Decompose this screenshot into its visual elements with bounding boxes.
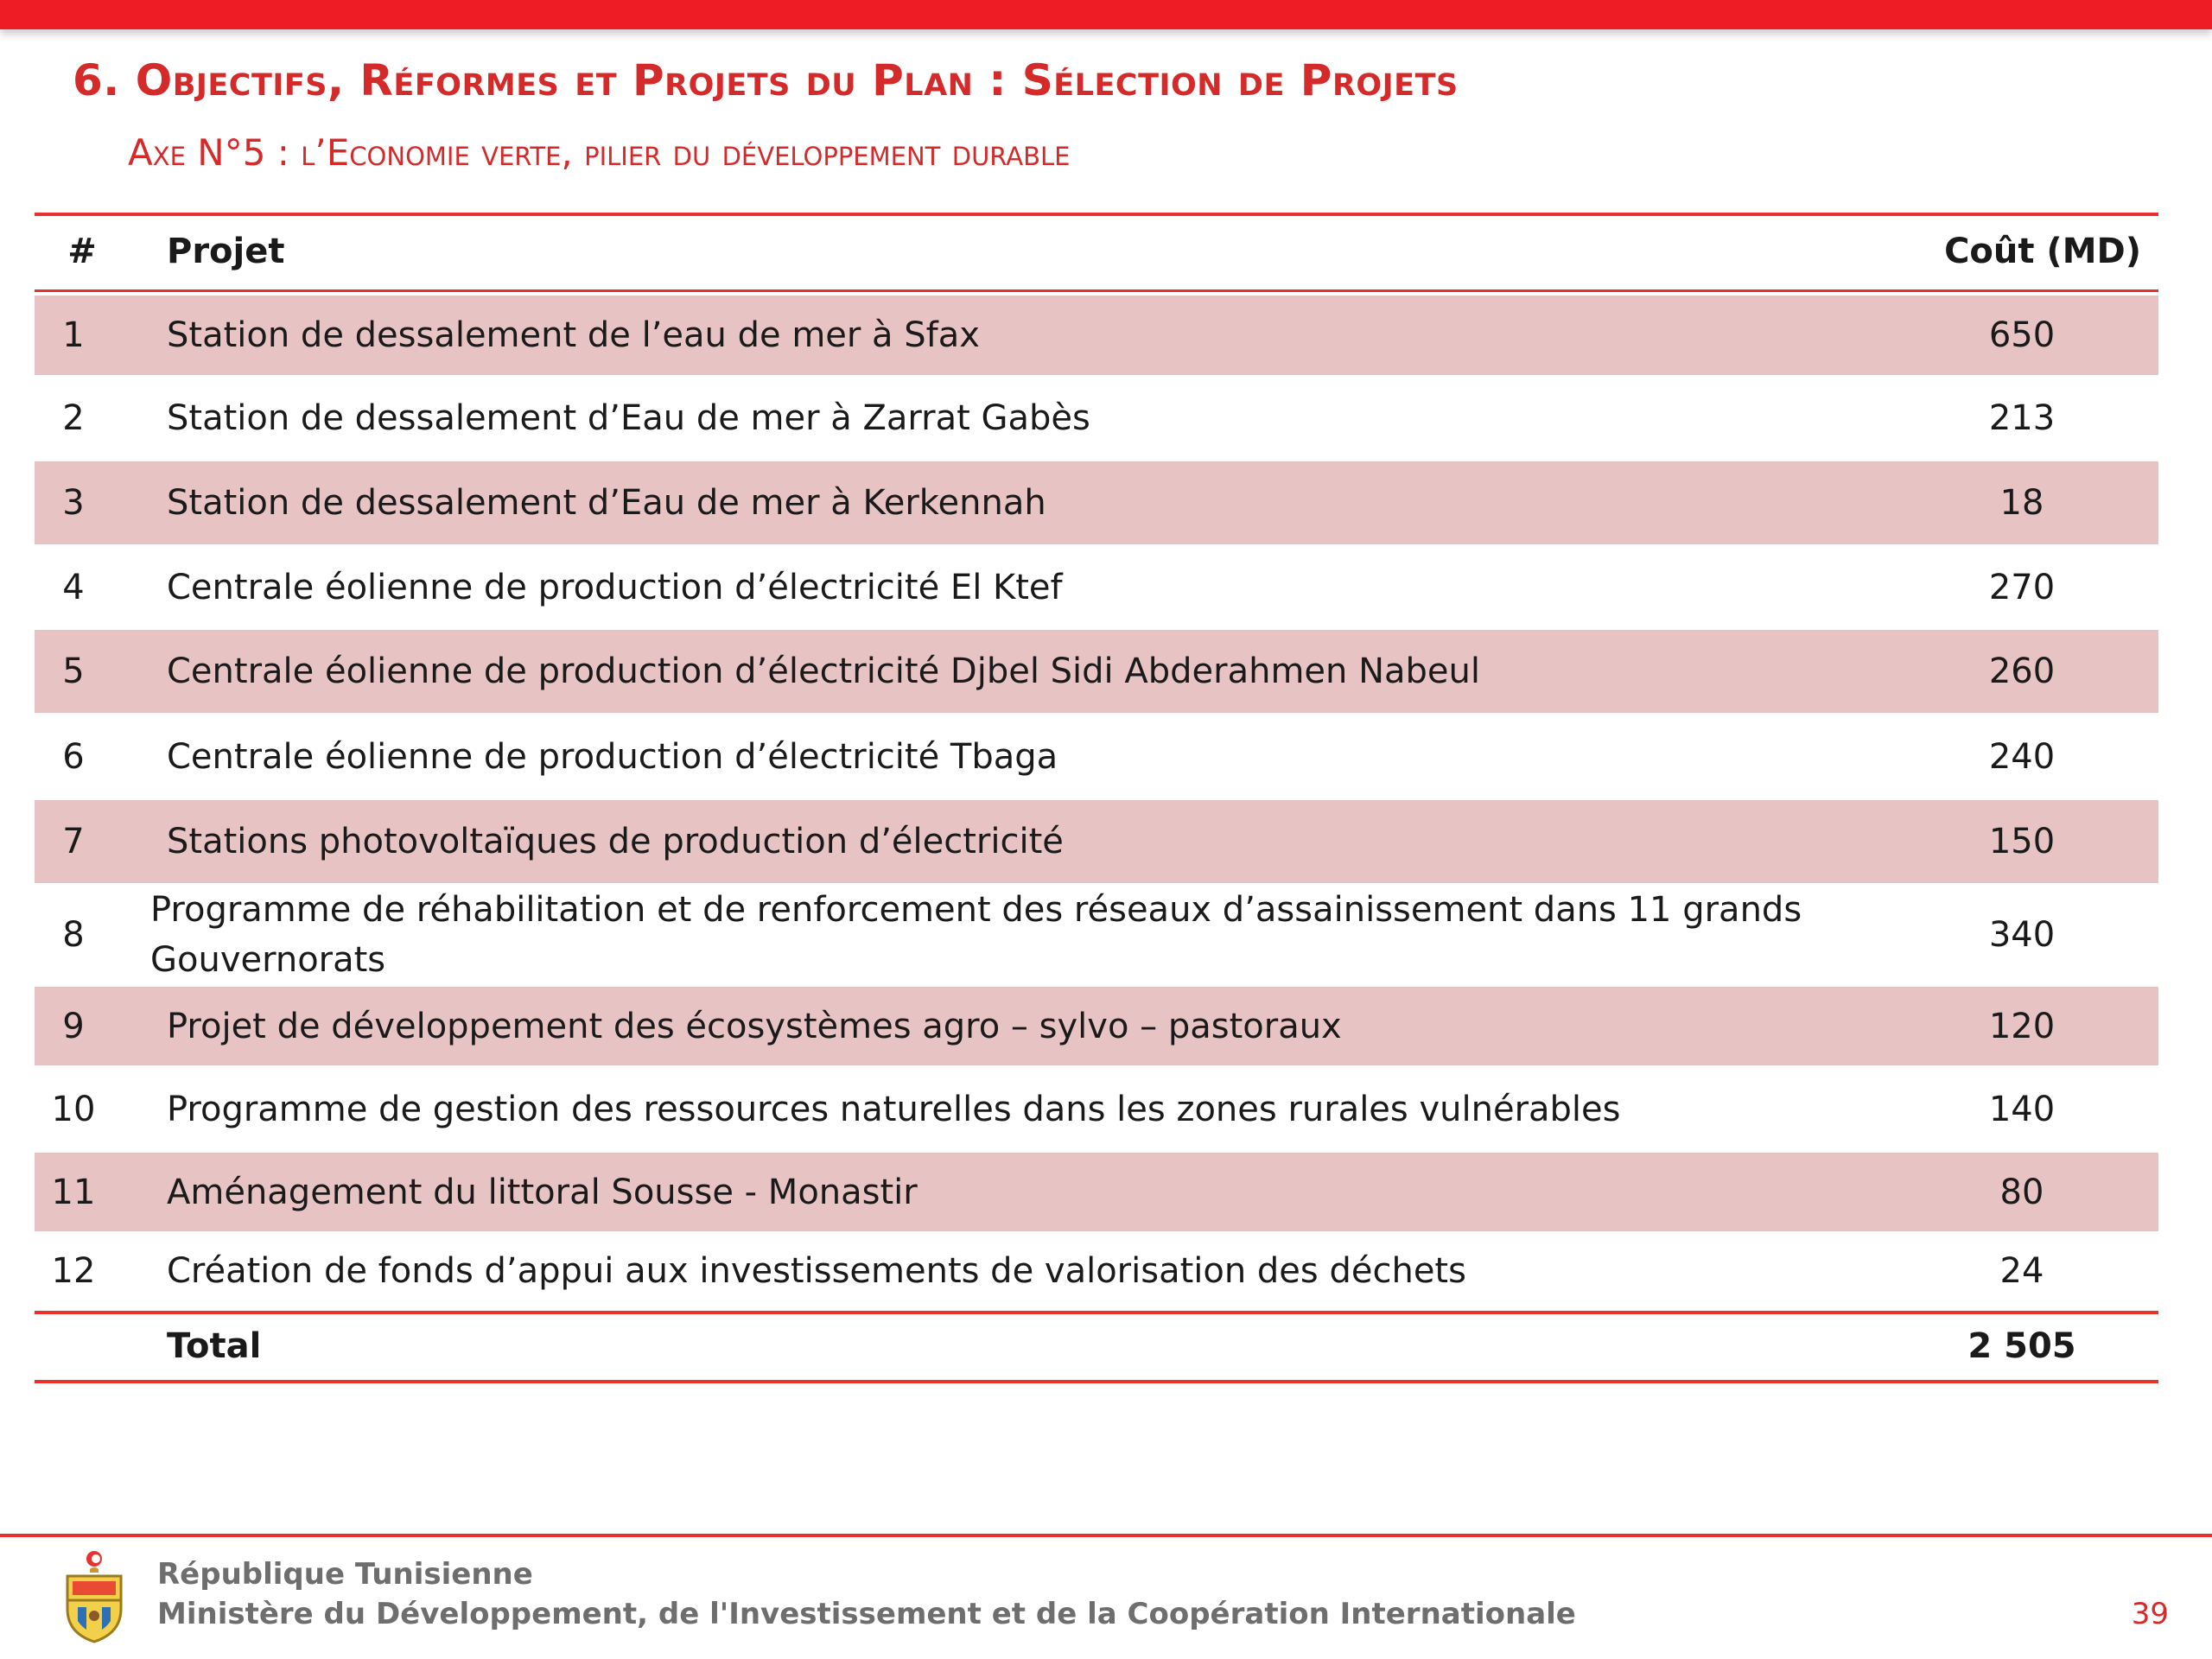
row-num: 5 (62, 652, 85, 691)
row-cost: 80 (1999, 1172, 2044, 1212)
row-project: Stations photovoltaïques de production d’électricité (167, 822, 1064, 861)
row-num: 1 (62, 315, 85, 355)
row-cost: 260 (1988, 652, 2056, 691)
row-cost: 213 (1988, 398, 2056, 438)
slide-title: 6. Objectifs, Réformes et Projets du Plan : Sélection de Projets (73, 55, 1459, 105)
table-row (35, 883, 2158, 987)
table-row (35, 544, 2158, 630)
table-row (35, 1153, 2158, 1231)
row-project: Station de dessalement de l’eau de mer à Sfax (167, 315, 980, 355)
row-num: 2 (62, 398, 85, 438)
table-row (35, 713, 2158, 800)
table-row (35, 800, 2158, 883)
projects-table (35, 213, 2158, 1383)
row-num: 3 (62, 483, 85, 523)
row-cost: 120 (1988, 1006, 2056, 1046)
table-total-row (35, 1311, 2158, 1383)
footer-ministry: Ministère du Développement, de l'Investissement et de la Coopération Internationale (157, 1597, 1576, 1631)
row-cost: 24 (1999, 1251, 2044, 1291)
row-project: Centrale éolienne de production d’électricité El Ktef (167, 567, 1063, 607)
header-num: # (67, 232, 97, 271)
footer-divider (0, 1534, 2212, 1537)
top-accent-bar (0, 0, 2212, 29)
row-cost: 140 (1988, 1089, 2056, 1129)
table-row (35, 630, 2158, 713)
row-num: 7 (62, 822, 85, 861)
row-cost: 240 (1988, 736, 2056, 777)
footer-country: République Tunisienne (157, 1557, 533, 1592)
table-row (35, 1065, 2158, 1153)
row-project: Centrale éolienne de production d’électricité Djbel Sidi Abderahmen Nabeul (167, 652, 1480, 691)
table-row (35, 296, 2158, 375)
total-label: Total (167, 1326, 262, 1366)
row-project: Station de dessalement d’Eau de mer à Kerkennah (167, 483, 1046, 523)
row-cost: 18 (1999, 483, 2044, 523)
row-num: 4 (62, 567, 85, 607)
row-project: Programme de gestion des ressources naturelles dans les zones rurales vulnérables (167, 1089, 1621, 1129)
row-cost: 150 (1988, 822, 2056, 861)
table-row (35, 375, 2158, 461)
row-project: Centrale éolienne de production d’électricité Tbaga (167, 736, 1058, 777)
row-project: Aménagement du littoral Sousse - Monastir (167, 1172, 918, 1212)
row-project: Projet de développement des écosystèmes agro – sylvo – pastoraux (167, 1006, 1342, 1046)
slide-subtitle: Axe N°5 : l’Economie verte, pilier du développement durable (128, 131, 1071, 174)
coat-of-arms-icon (55, 1547, 133, 1645)
header-cost: Coût (MD) (1944, 232, 2141, 271)
row-project: Programme de réhabilitation et de renforcement des réseaux d’assainissement dans 11 grands Gouvernorats (150, 890, 1802, 980)
row-num: 6 (62, 736, 85, 777)
row-num: 8 (62, 915, 85, 955)
row-project: Création de fonds d’appui aux investissements de valorisation des déchets (167, 1251, 1466, 1291)
page-number: 39 (2131, 1597, 2169, 1631)
table-row (35, 461, 2158, 544)
table-header (35, 213, 2158, 290)
row-num: 9 (62, 1006, 85, 1046)
table-row (35, 987, 2158, 1065)
header-project: Projet (167, 232, 285, 271)
row-num: 10 (51, 1089, 96, 1129)
row-project: Station de dessalement d’Eau de mer à Zarrat Gabès (167, 398, 1090, 438)
row-cost: 270 (1988, 567, 2056, 607)
row-num: 11 (51, 1172, 96, 1212)
row-cost: 650 (1988, 315, 2056, 355)
total-cost: 2 505 (1967, 1326, 2076, 1366)
row-num: 12 (51, 1251, 96, 1291)
row-cost: 340 (1988, 915, 2056, 955)
table-row (35, 1231, 2158, 1311)
